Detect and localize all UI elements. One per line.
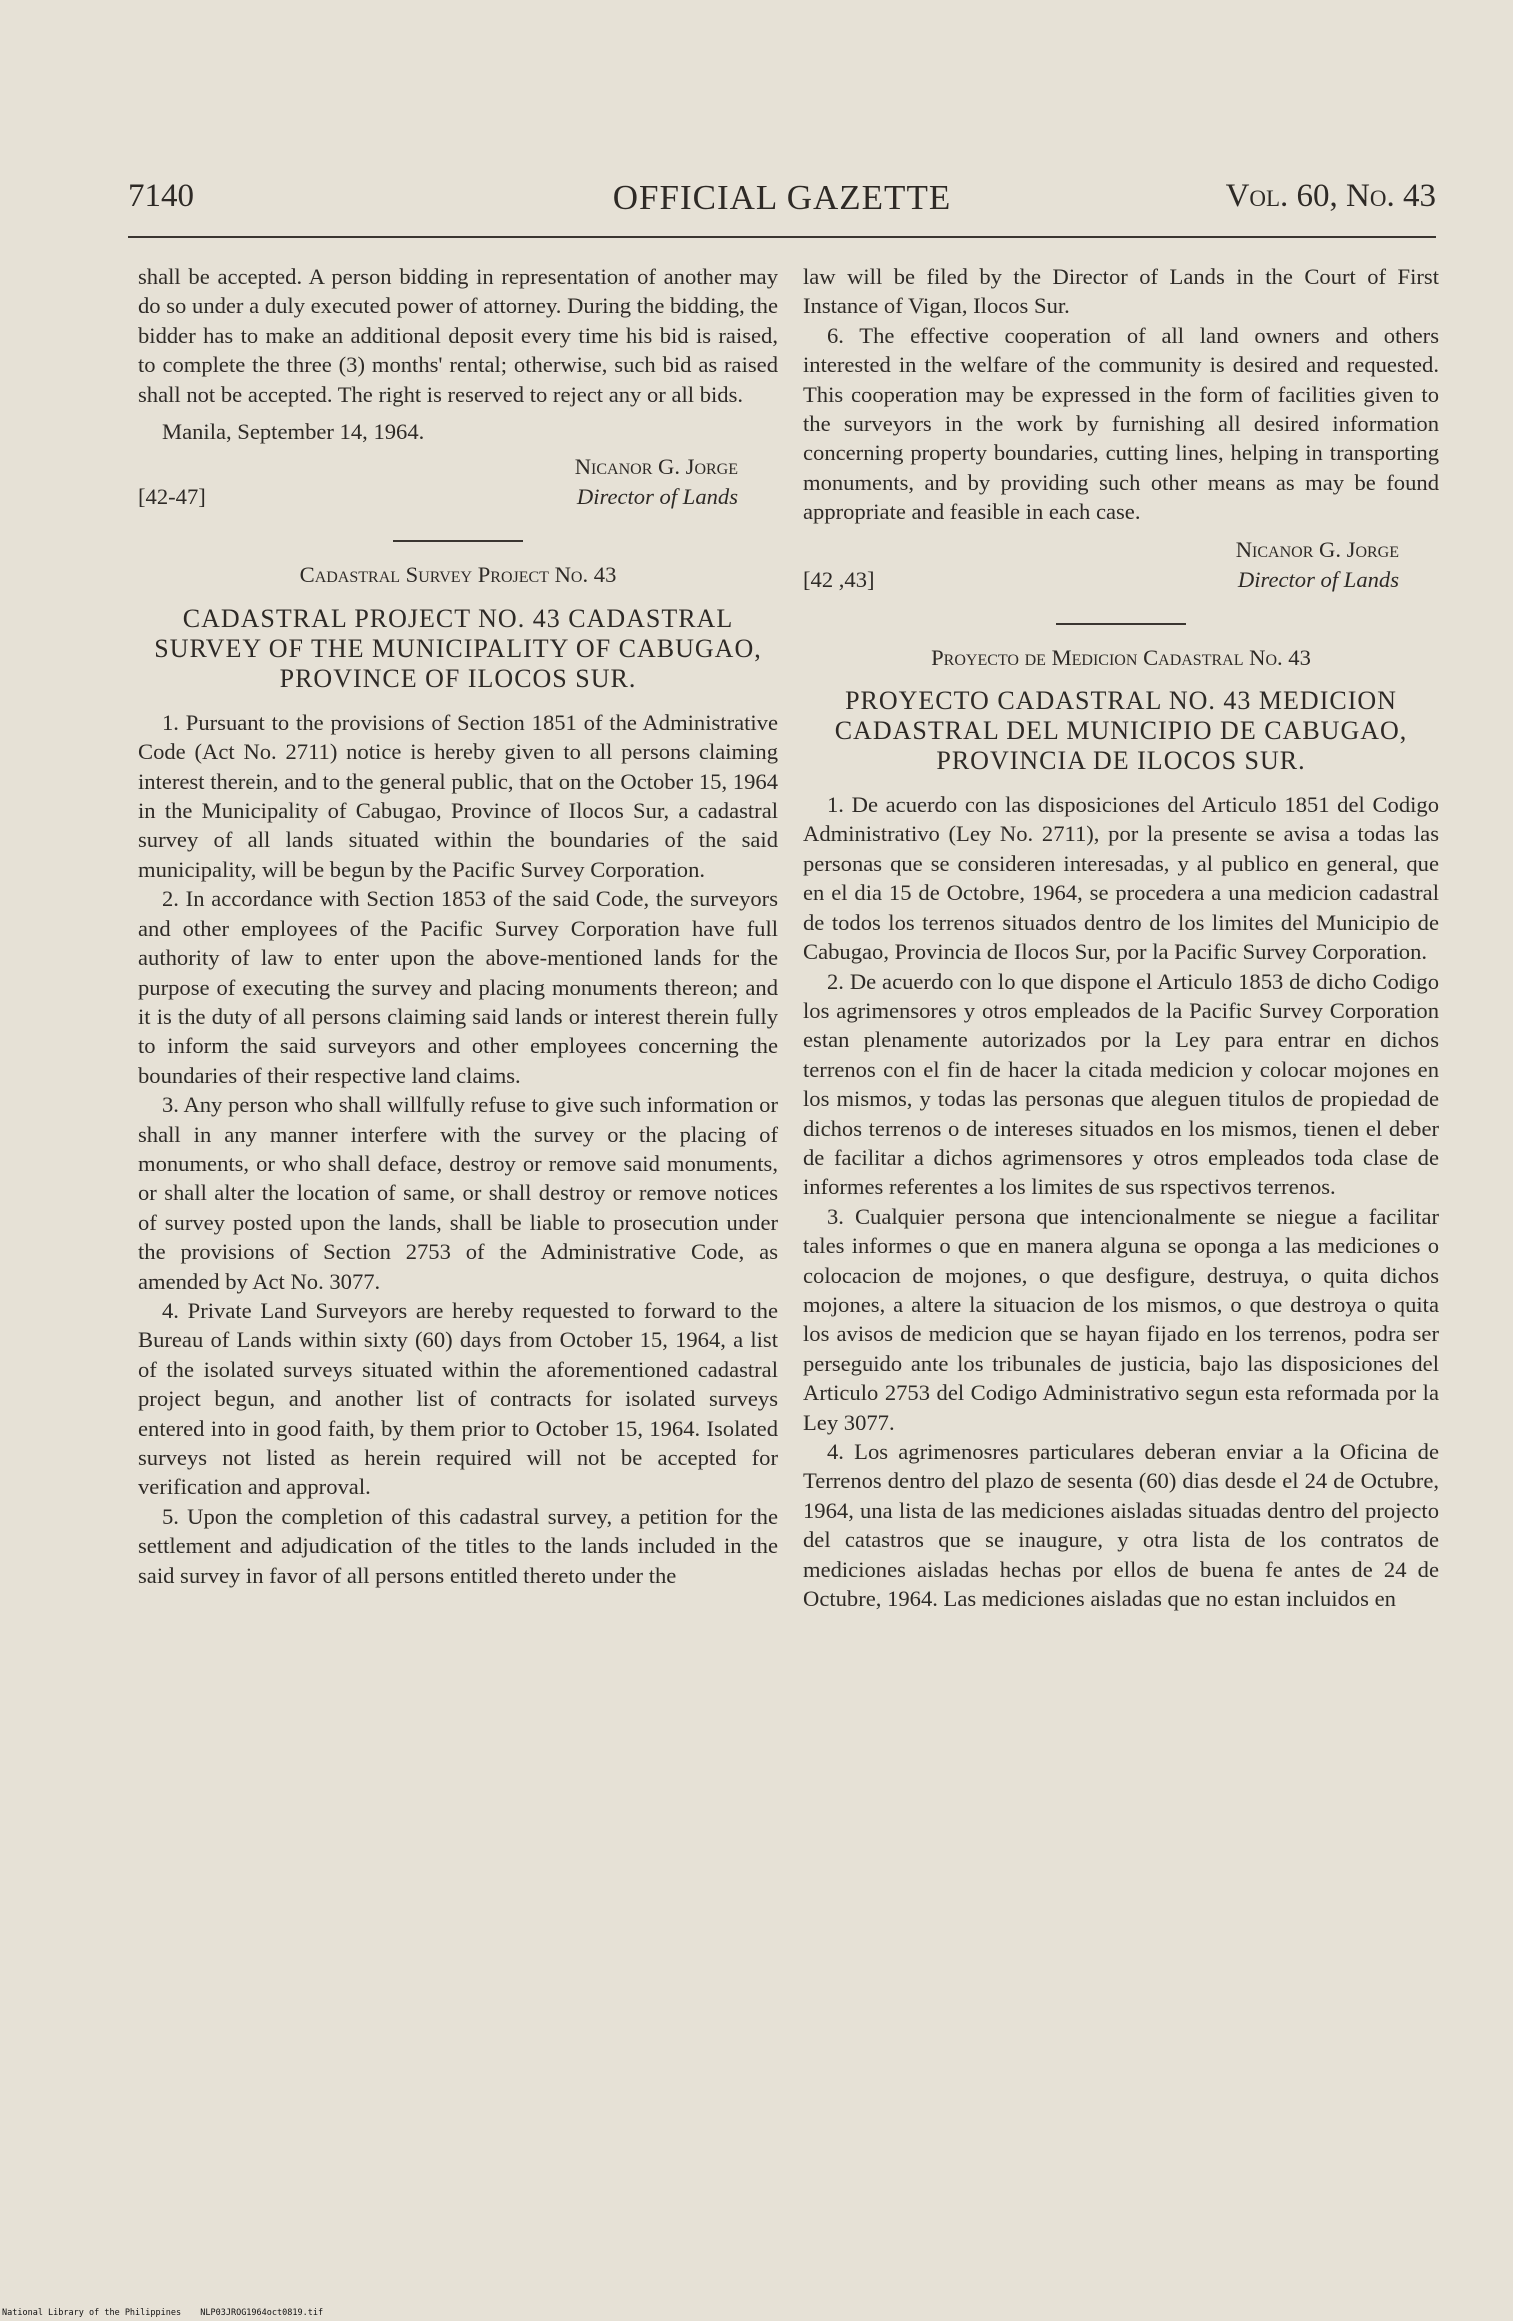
signatory-title: Director of Lands	[576, 484, 738, 510]
section-label: Cadastral Survey Project No. 43	[299, 562, 617, 588]
parrafo-1: 1. De acuerdo con las disposiciones del Articulo 1851 del Codigo Administrativo (Ley No. 2711), por la presente se avisa a todas las personas que se consideren interesadas, y al publico en general, que en el dia 15 de Octobre, 1964, se procedera a una medicion cadastral de todos los terrenos situados dentro de los limites del Municipio de Cabugao, Provincia de Ilocos Sur, por la Pacific Survey Corporation.	[803, 792, 1439, 965]
right-column	[803, 262, 1439, 1613]
page-header	[128, 178, 1436, 224]
publication-title: OFFICIAL GAZETTE	[612, 178, 952, 217]
place-date: Manila, September 14, 1964.	[162, 419, 425, 445]
section-divider	[1056, 623, 1186, 625]
left-signature-block	[138, 452, 778, 514]
paragraph-2: 2. In accordance with Section 1853 of the said Code, the surveyors and other employees of the Pacific Survey Corporation have full authority of law to enter upon the above-mentioned lands for the purpose of executing the survey and placing monuments thereon; and it is the duty of all persons claiming said lands or interest therein fully to inform the said surveyors and other employees concerning the boundaries of their respective land claims.	[138, 886, 778, 1088]
page-number: 7140	[128, 178, 194, 214]
right-signature-block	[803, 535, 1439, 597]
section-heading: CADASTRAL PROJECT NO. 43 CADASTRAL SURVEY OF THE MUNICIPALITY OF CABUGAO, PROVINCE OF ILOCOS SUR.	[154, 603, 762, 693]
section-heading: PROYECTO CADASTRAL NO. 43 MEDICION CADASTRAL DEL MUNICIPIO DE CABUGAO, PROVINCIA DE ILOCOS SUR.	[834, 686, 1408, 776]
paragraph-1: 1. Pursuant to the provisions of Section 1851 of the Administrative Code (Act No. 2711) notice is hereby given to all persons claiming interest therein, and to the general public, that on the October 15, 1964 in the Municipality of Cabugao, Province of Ilocos Sur, a cadastral survey of all lands situated within the boundaries of the said municipality, will be begun by the Pacific Survey Corporation.	[138, 709, 778, 882]
paragraph-4: 4. Private Land Surveyors are hereby requested to forward to the Bureau of Lands within sixty (60) days from October 15, 1964, a list of the isolated surveys situated within the aforementioned cadastral project begun, and another list of contracts for isolated surveys entered into in good faith, by them prior to October 15, 1964. Isolated surveys not listed as herein required will not be accepted for verification and approval.	[138, 1297, 778, 1500]
left-intro-paragraph: shall be accepted. A person bidding in representation of another may do so under a duly executed power of attorney. During the bidding, the bidder has to make an additional deposit every time his bid is raised, to complete the three (3) months' rental; otherwise, such bid as raised shall not be accepted. The right is reserved to reject any or all bids.	[138, 264, 778, 407]
issue-code: [42-47]	[138, 484, 206, 510]
section-label: Proyecto de Medicion Cadastral No. 43	[931, 644, 1311, 670]
parrafo-4: 4. Los agrimenosres particulares deberan enviar a la Oficina de Terrenos dentro del plazo de sesenta (60) dias desde el 24 de Octubre, 1964, una lista de las mediciones aisladas situadas dentro del projecto del catastros que se inaugure, y otra lista de los contratos de mediciones aisladas hechas por ellos de buena fe antes de 24 de Octubre, 1964. Las mediciones aisladas que no estan incluidos en	[803, 1439, 1439, 1612]
header-rule	[128, 236, 1436, 238]
signatory-name: Nicanor G. Jorge	[1235, 536, 1399, 562]
parrafo-3: 3. Cualquier persona que intencionalmente se niegue a facilitar tales informes o que en manera alguna se oponga a las mediciones o colocacion de mojones, o que desfigure, destruya, o quita dichos mojones, a altere la situacion de los mismos, o que destroya o quita los avisos de medicion que se hayan fijado en los terrenos, podra ser perseguido ante los tribunales de justicia, bajo las disposiciones del Articulo 2753 del Codigo Administrativo segun esta reformada por la Ley 3077.	[803, 1203, 1439, 1435]
library-credit: National Library of the Philippines	[2, 2308, 182, 2318]
parrafo-2: 2. De acuerdo con lo que dispone el Articulo 1853 de dicho Codigo los agrimensores y otros empleados de la Pacific Survey Corporation estan plenamente autorizados por la Ley para entrar en dichos terrenos con el fin de hacer la citada medicion y colocar mojones en los mismos, y todas las personas que aleguen titulos de propiedad de dichos terrenos o de intereses situados en los mismos, tienen el deber de facilitar a dichos agrimensores y otros empleados toda clase de informes referentes a los limites de sus rspectivos terrenos.	[803, 968, 1439, 1200]
volume-number: Vol. 60, No. 43	[1225, 178, 1436, 214]
issue-code: [42 ,43]	[803, 566, 875, 592]
signatory-name: Nicanor G. Jorge	[574, 454, 738, 480]
section-divider	[393, 540, 523, 542]
scan-filename: NLP03JROG1964oct0819.tif	[200, 2308, 324, 2318]
paragraph-3: 3. Any person who shall willfully refuse to give such information or shall in any manner interfere with the survey or the placing of monuments, or who shall deface, destroy or remove said monuments, or shall alter the location of same, or shall destroy or remove notices of survey posted upon the lands, shall be liable to prosecution under the provisions of Section 2753 of the Administrative Code, as amended by Act No. 3077.	[138, 1092, 778, 1294]
right-intro-paragraph: law will be filed by the Director of Lands in the Court of First Instance of Vigan, Ilocos Sur.	[803, 264, 1439, 319]
left-column	[138, 262, 778, 1590]
scan-footer	[2, 2308, 337, 2318]
paragraph-5: 5. Upon the completion of this cadastral survey, a petition for the settlement and adjudication of the titles to the lands included in the said survey in favor of all persons entitled thereto under the	[138, 1503, 778, 1588]
paragraph-6: 6. The effective cooperation of all land owners and others interested in the welfare of the community is desired and requested. This cooperation may be expressed in the form of facilities given to the surveyors in the work by furnishing all desired information concerning property boundaries, cutting lines, helping in transporting monuments, and by providing such other means as may be found appropriate and feasible in each case.	[803, 322, 1439, 525]
signatory-title: Director of Lands	[1237, 566, 1399, 592]
